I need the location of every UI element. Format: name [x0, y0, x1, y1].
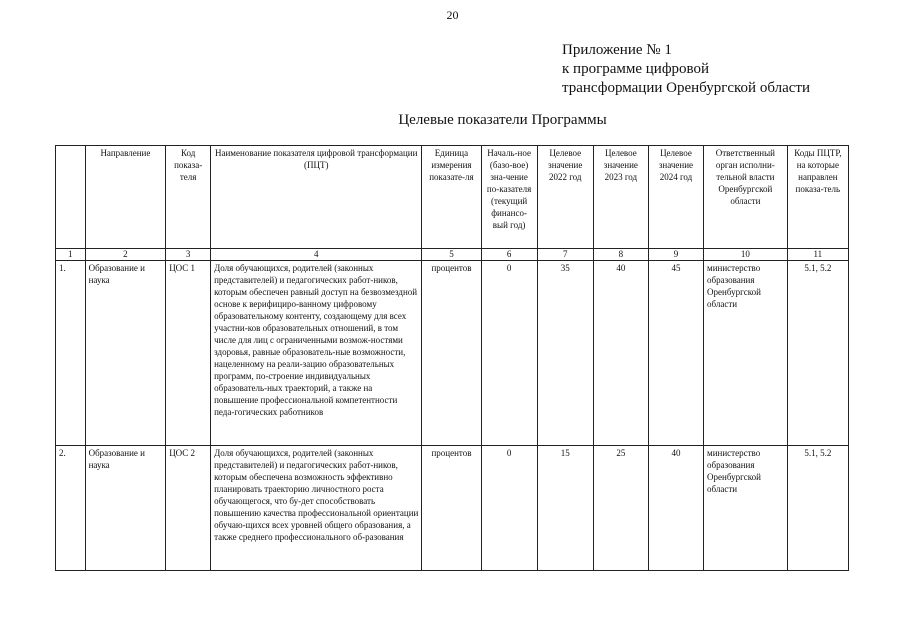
- column-number: 11: [787, 249, 848, 261]
- header-base-value: Началь-ное (базо-вое) зна-чение по-казателя (текущий финансо-вый год): [481, 146, 537, 249]
- row-target-2024: 45: [648, 261, 703, 446]
- header-indicator-name: Наименование показателя цифровой трансформации (ПЦТ): [211, 146, 422, 249]
- table-title: Целевые показатели Программы: [398, 112, 607, 128]
- row-number: 2.: [56, 446, 86, 571]
- row-target-2024: 40: [648, 446, 703, 571]
- row-direction: Образование и наука: [85, 261, 166, 446]
- row-base-value: 0: [481, 261, 537, 446]
- column-number: 7: [537, 249, 593, 261]
- table-row: [56, 261, 849, 446]
- header-number: [56, 146, 86, 249]
- appendix-line-3: трансформации Оренбургской области: [562, 80, 810, 96]
- row-target-2022: 15: [537, 446, 593, 571]
- row-indicator-name: Доля обучающихся, родителей (законных представителей) и педагогических работ-ников, которым обеспечен равный доступ на безвозмездной основе к верифициро-ванному цифровому образовательному контенту, создающему для всех участни-ков образовательных отношений, в том числе для лиц с ограниченными возмож-ностями здоровья, равные образователь-ные возможности, нацеленному на реали-зацию образовательных программ, по-строение индивидуальных образователь-ных траекторий, а также на повышение профессиональной компетентности педа-гогических работников: [211, 261, 422, 446]
- appendix-line-1: Приложение № 1: [562, 42, 672, 58]
- header-target-2024: Целевое значение 2024 год: [648, 146, 703, 249]
- column-number: 4: [211, 249, 422, 261]
- table-row: [56, 446, 849, 571]
- row-target-2023: 25: [593, 446, 648, 571]
- row-pctr-codes: 5.1, 5.2: [787, 446, 848, 571]
- column-number: 10: [704, 249, 788, 261]
- table-header-row: [56, 146, 849, 249]
- appendix-heading: [562, 41, 810, 98]
- row-number: 1.: [56, 261, 86, 446]
- row-pctr-codes: 5.1, 5.2: [787, 261, 848, 446]
- indicators-table: [55, 145, 849, 571]
- column-number: 9: [648, 249, 703, 261]
- row-target-2022: 35: [537, 261, 593, 446]
- header-code: Код показа-теля: [166, 146, 211, 249]
- header-direction: Направление: [85, 146, 166, 249]
- row-target-2023: 40: [593, 261, 648, 446]
- header-unit: Единица измерения показате-ля: [422, 146, 481, 249]
- row-direction: Образование и наука: [85, 446, 166, 571]
- header-pctr-codes: Коды ПЦТР, на которые направлен показа-тель: [787, 146, 848, 249]
- column-number: 5: [422, 249, 481, 261]
- row-code: ЦОС 1: [166, 261, 211, 446]
- page-number: 20: [446, 8, 459, 22]
- column-number: 8: [593, 249, 648, 261]
- appendix-line-2: к программе цифровой: [562, 61, 710, 77]
- column-number: 6: [481, 249, 537, 261]
- column-number: 1: [56, 249, 86, 261]
- row-unit: процентов: [422, 261, 481, 446]
- row-indicator-name: Доля обучающихся, родителей (законных представителей) и педагогических работ-ников, которым обеспечена возможность эффективно планировать траекторию личностного роста обучающегося, что бу-дет способствовать повышению качества профессиональной ориентации обучаю-щихся всех уровней общего образования, а также среднего профессионального об-разования: [211, 446, 422, 571]
- header-responsible: Ответственный орган исполни-тельной власти Оренбургской области: [704, 146, 788, 249]
- header-target-2023: Целевое значение 2023 год: [593, 146, 648, 249]
- column-number: 2: [85, 249, 166, 261]
- header-target-2022: Целевое значение 2022 год: [537, 146, 593, 249]
- row-responsible: министерство образования Оренбургской области: [704, 446, 788, 571]
- row-code: ЦОС 2: [166, 446, 211, 571]
- column-number: 3: [166, 249, 211, 261]
- column-number-row: [56, 249, 849, 261]
- row-unit: процентов: [422, 446, 481, 571]
- row-responsible: министерство образования Оренбургской области: [704, 261, 788, 446]
- row-base-value: 0: [481, 446, 537, 571]
